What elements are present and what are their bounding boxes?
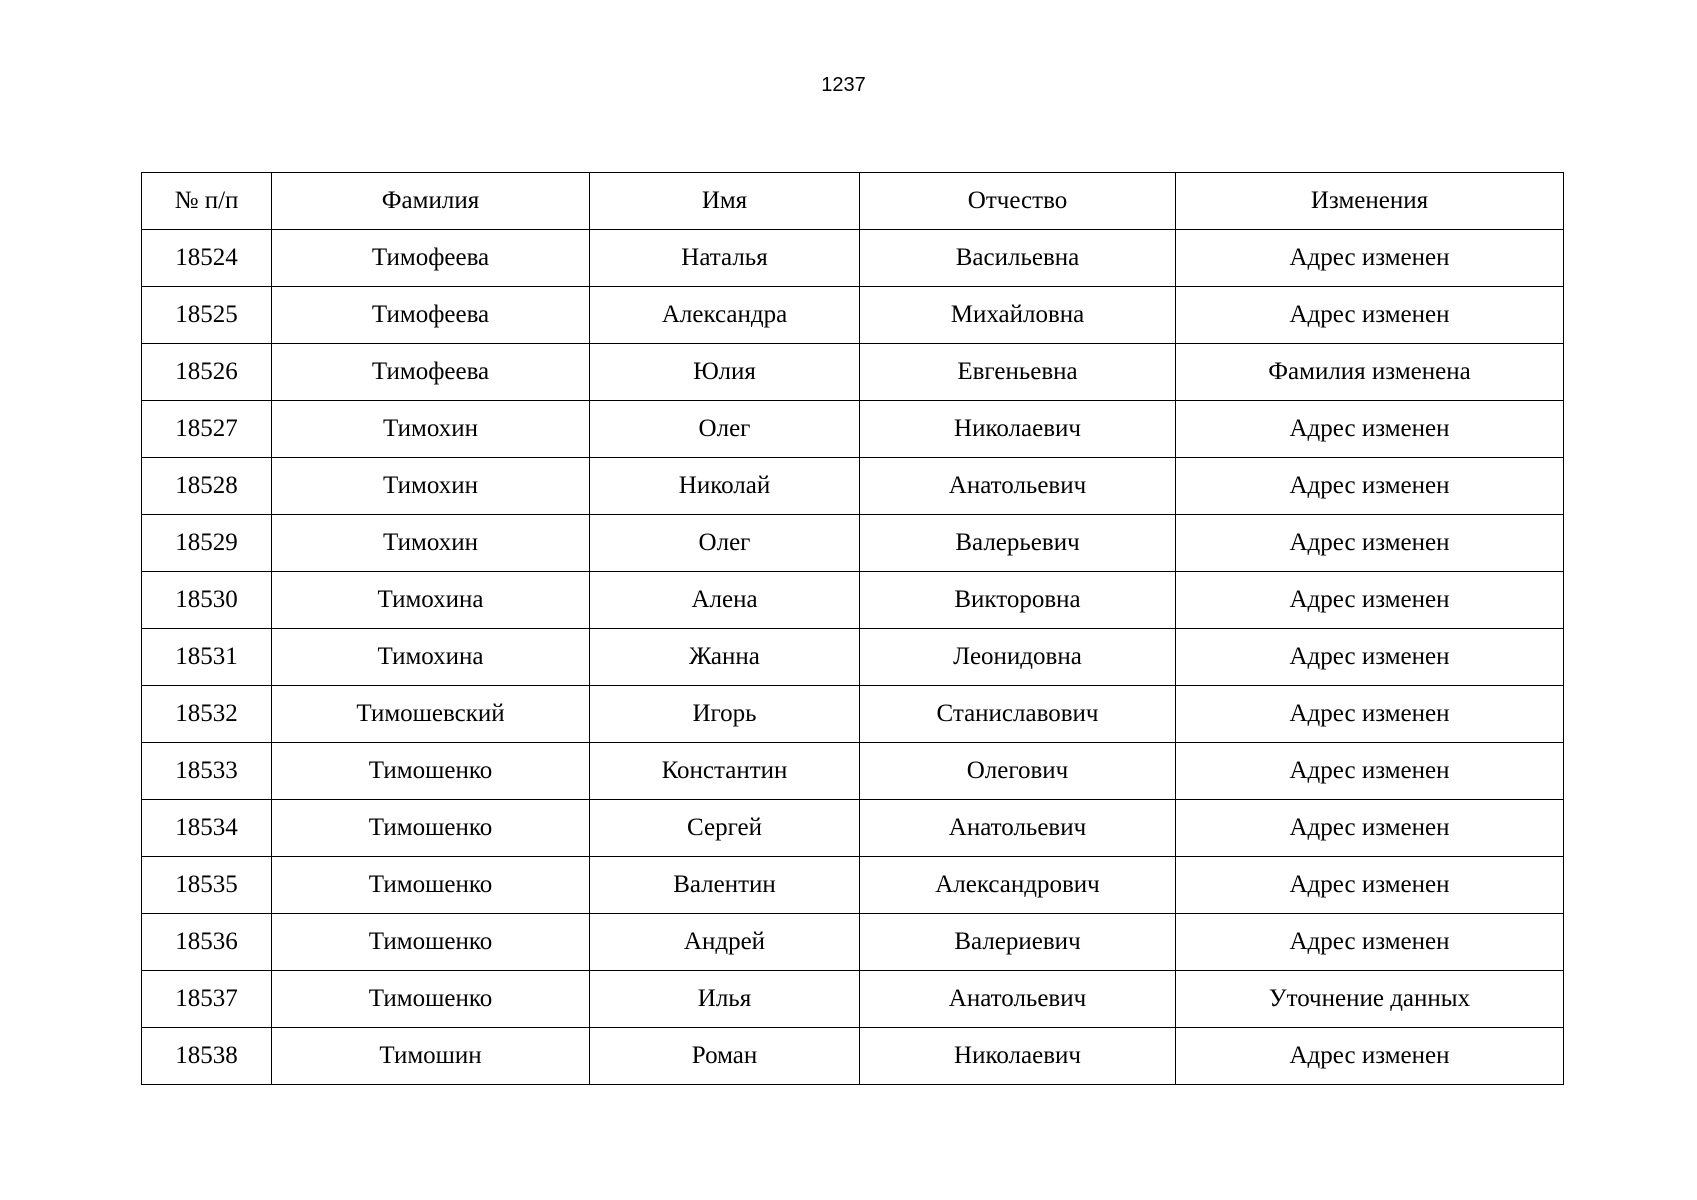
cell-surname: Тимошин bbox=[272, 1028, 590, 1085]
table-row bbox=[142, 515, 1564, 572]
cell-patronymic: Анатольевич bbox=[860, 458, 1176, 515]
table-row bbox=[142, 401, 1564, 458]
cell-changes: Адрес изменен bbox=[1176, 743, 1564, 800]
header-changes: Изменения bbox=[1176, 173, 1564, 230]
cell-number: 18530 bbox=[142, 572, 272, 629]
cell-patronymic: Станиславович bbox=[860, 686, 1176, 743]
header-surname: Фамилия bbox=[272, 173, 590, 230]
cell-changes: Адрес изменен bbox=[1176, 572, 1564, 629]
cell-surname: Тимошевский bbox=[272, 686, 590, 743]
cell-changes: Адрес изменен bbox=[1176, 800, 1564, 857]
table-row bbox=[142, 287, 1564, 344]
cell-number: 18534 bbox=[142, 800, 272, 857]
cell-changes: Адрес изменен bbox=[1176, 230, 1564, 287]
cell-first-name: Илья bbox=[590, 971, 860, 1028]
cell-number: 18537 bbox=[142, 971, 272, 1028]
cell-patronymic: Анатольевич bbox=[860, 971, 1176, 1028]
table-row bbox=[142, 1028, 1564, 1085]
cell-patronymic: Александрович bbox=[860, 857, 1176, 914]
page-number: 1237 bbox=[821, 74, 866, 96]
cell-number: 18524 bbox=[142, 230, 272, 287]
cell-first-name: Алена bbox=[590, 572, 860, 629]
table-row bbox=[142, 914, 1564, 971]
cell-changes: Адрес изменен bbox=[1176, 686, 1564, 743]
cell-changes: Адрес изменен bbox=[1176, 1028, 1564, 1085]
cell-number: 18538 bbox=[142, 1028, 272, 1085]
cell-first-name: Сергей bbox=[590, 800, 860, 857]
cell-patronymic: Евгеньевна bbox=[860, 344, 1176, 401]
header-number: № п/п bbox=[142, 173, 272, 230]
registry-table bbox=[141, 172, 1564, 1085]
cell-patronymic: Леонидовна bbox=[860, 629, 1176, 686]
header-patronymic: Отчество bbox=[860, 173, 1176, 230]
table-body bbox=[142, 230, 1564, 1085]
cell-surname: Тимошенко bbox=[272, 914, 590, 971]
cell-number: 18527 bbox=[142, 401, 272, 458]
cell-patronymic: Николаевич bbox=[860, 1028, 1176, 1085]
cell-first-name: Валентин bbox=[590, 857, 860, 914]
cell-number: 18532 bbox=[142, 686, 272, 743]
cell-changes: Адрес изменен bbox=[1176, 515, 1564, 572]
cell-number: 18533 bbox=[142, 743, 272, 800]
cell-patronymic: Анатольевич bbox=[860, 800, 1176, 857]
header-first-name: Имя bbox=[590, 173, 860, 230]
cell-patronymic: Олегович bbox=[860, 743, 1176, 800]
cell-first-name: Андрей bbox=[590, 914, 860, 971]
cell-first-name: Игорь bbox=[590, 686, 860, 743]
cell-changes: Адрес изменен bbox=[1176, 287, 1564, 344]
cell-changes: Адрес изменен bbox=[1176, 401, 1564, 458]
cell-first-name: Николай bbox=[590, 458, 860, 515]
table-row bbox=[142, 629, 1564, 686]
cell-number: 18528 bbox=[142, 458, 272, 515]
cell-surname: Тимохин bbox=[272, 458, 590, 515]
cell-changes: Адрес изменен bbox=[1176, 857, 1564, 914]
cell-first-name: Юлия bbox=[590, 344, 860, 401]
table-row bbox=[142, 857, 1564, 914]
cell-first-name: Александра bbox=[590, 287, 860, 344]
cell-changes: Адрес изменен bbox=[1176, 629, 1564, 686]
table-row bbox=[142, 230, 1564, 287]
cell-surname: Тимохина bbox=[272, 572, 590, 629]
cell-surname: Тимошенко bbox=[272, 800, 590, 857]
cell-patronymic: Николаевич bbox=[860, 401, 1176, 458]
cell-changes: Фамилия изменена bbox=[1176, 344, 1564, 401]
cell-changes: Уточнение данных bbox=[1176, 971, 1564, 1028]
table-row bbox=[142, 743, 1564, 800]
cell-changes: Адрес изменен bbox=[1176, 458, 1564, 515]
cell-first-name: Наталья bbox=[590, 230, 860, 287]
header-row bbox=[142, 173, 1564, 230]
cell-patronymic: Викторовна bbox=[860, 572, 1176, 629]
cell-surname: Тимохина bbox=[272, 629, 590, 686]
table-row bbox=[142, 971, 1564, 1028]
cell-surname: Тимохин bbox=[272, 515, 590, 572]
table-row bbox=[142, 458, 1564, 515]
cell-surname: Тимошенко bbox=[272, 743, 590, 800]
cell-changes: Адрес изменен bbox=[1176, 914, 1564, 971]
cell-patronymic: Васильевна bbox=[860, 230, 1176, 287]
cell-first-name: Константин bbox=[590, 743, 860, 800]
table-row bbox=[142, 572, 1564, 629]
cell-number: 18536 bbox=[142, 914, 272, 971]
table-row bbox=[142, 686, 1564, 743]
cell-number: 18529 bbox=[142, 515, 272, 572]
table-row bbox=[142, 800, 1564, 857]
cell-surname: Тимошенко bbox=[272, 857, 590, 914]
cell-surname: Тимофеева bbox=[272, 344, 590, 401]
cell-patronymic: Валерьевич bbox=[860, 515, 1176, 572]
cell-patronymic: Михайловна bbox=[860, 287, 1176, 344]
cell-number: 18525 bbox=[142, 287, 272, 344]
cell-surname: Тимофеева bbox=[272, 287, 590, 344]
cell-patronymic: Валериевич bbox=[860, 914, 1176, 971]
cell-first-name: Олег bbox=[590, 401, 860, 458]
cell-surname: Тимофеева bbox=[272, 230, 590, 287]
cell-first-name: Роман bbox=[590, 1028, 860, 1085]
table-row bbox=[142, 344, 1564, 401]
cell-number: 18531 bbox=[142, 629, 272, 686]
cell-surname: Тимошенко bbox=[272, 971, 590, 1028]
cell-surname: Тимохин bbox=[272, 401, 590, 458]
cell-number: 18535 bbox=[142, 857, 272, 914]
cell-first-name: Жанна bbox=[590, 629, 860, 686]
table-header bbox=[142, 173, 1564, 230]
cell-number: 18526 bbox=[142, 344, 272, 401]
cell-first-name: Олег bbox=[590, 515, 860, 572]
